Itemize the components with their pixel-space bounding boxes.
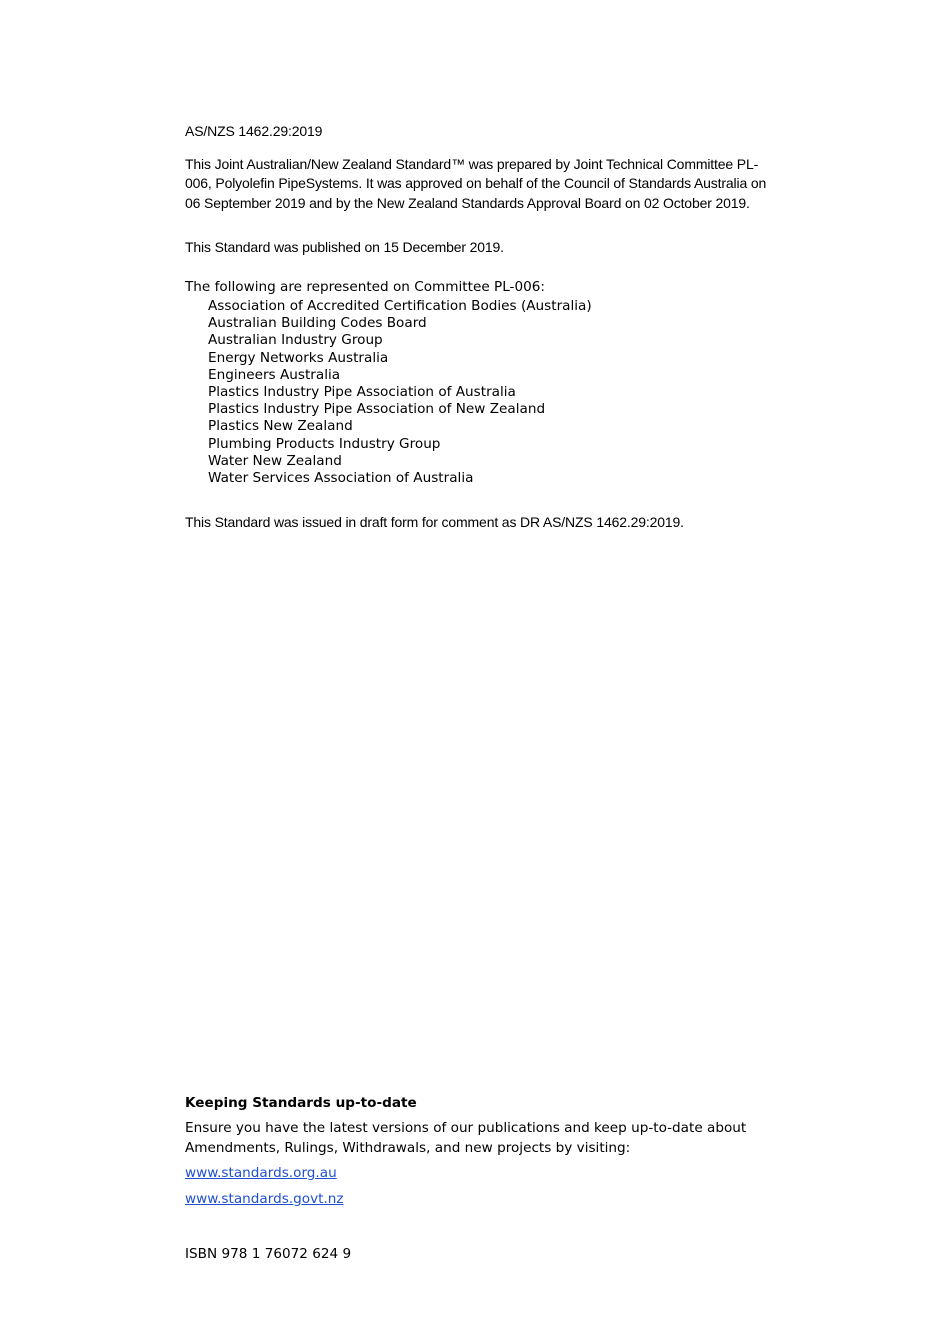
committee-member: Water New Zealand: [208, 452, 342, 469]
isbn: ISBN 978 1 76072 624 9: [185, 1246, 352, 1262]
committee-member: Energy Networks Australia: [208, 349, 389, 366]
committee-member: Plastics Industry Pipe Association of Australia: [208, 383, 516, 400]
committee-member: Australian Building Codes Board: [208, 315, 427, 332]
standards-nz-link[interactable]: www.standards.govt.nz: [185, 1191, 344, 1207]
committee-member: Plastics Industry Pipe Association of New Zealand: [208, 401, 546, 418]
committee-intro: The following are represented on Committee PL-006:: [185, 279, 545, 295]
committee-member: Australian Industry Group: [208, 332, 383, 349]
keeping-up-to-date-body: Ensure you have the latest versions of our publications and keep up-to-date about Amendments, Rulings, Withdrawals, and new projects by visiting:: [185, 1120, 747, 1156]
standard-designation: AS/NZS 1462.29:2019: [185, 123, 323, 139]
publication-date-paragraph: This Standard was published on 15 December 2019.: [185, 239, 504, 255]
committee-member: Water Services Association of Australia: [208, 469, 474, 486]
committee-member: Engineers Australia: [208, 366, 341, 383]
committee-member: Plumbing Products Industry Group: [208, 435, 441, 452]
preparation-paragraph: This Joint Australian/New Zealand Standard™ was prepared by Joint Technical Committee PL-006, Polyolefin PipeSystems. It was approved on behalf of the Council of Standards Australia on 06 September 2019 and by the New Zealand Standards Approval Board on 02 October 2019.: [185, 156, 767, 211]
standards-australia-link[interactable]: www.standards.org.au: [185, 1165, 337, 1181]
draft-notice: This Standard was issued in draft form for comment as DR AS/NZS 1462.29:2019.: [185, 514, 684, 530]
committee-member-list: [208, 298, 592, 487]
committee-member: Association of Accredited Certification Bodies (Australia): [208, 298, 592, 314]
committee-member: Plastics New Zealand: [208, 418, 353, 435]
keeping-up-to-date-heading: Keeping Standards up-to-date: [185, 1095, 417, 1111]
